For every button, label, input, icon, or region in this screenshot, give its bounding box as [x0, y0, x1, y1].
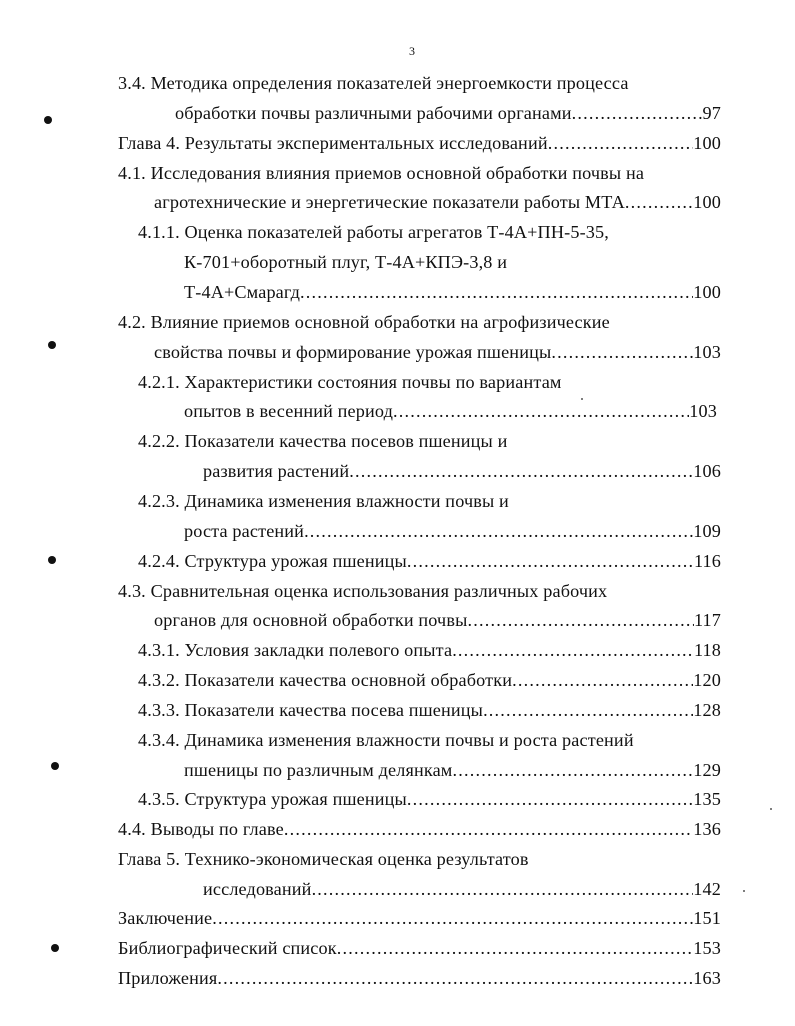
toc-entry[interactable]: органов для основной обработки почвы ..... 117 [154, 609, 721, 631]
toc-entry[interactable]: Приложения ..... 163 [118, 967, 721, 989]
binding-hole-mark [51, 944, 59, 952]
toc-line: 4.2.1. Характеристики состояния почвы по вариантам [138, 372, 562, 392]
toc-entry[interactable]: Глава 4. Результаты экспериментальных исследований ..... 100 [118, 132, 721, 154]
toc-line: 4.2. Влияние приемов основной обработки на агрофизические [118, 312, 610, 332]
toc-entry[interactable]: опытов в весенний период ..... 103 [184, 400, 717, 422]
scan-speck [743, 890, 745, 892]
toc-entry[interactable]: 4.4. Выводы по главе ..... 136 [118, 818, 721, 840]
toc-line: 4.3. Сравнительная оценка использования различных рабочих [118, 581, 608, 601]
binding-hole-mark [51, 762, 59, 770]
toc-entry[interactable]: 4.2.4. Структура урожая пшеницы ..... 116 [138, 550, 721, 572]
toc-entry[interactable]: Библиографический список ..... 153 [118, 937, 721, 959]
binding-hole-mark [48, 341, 56, 349]
toc-line: 4.1. Исследования влияния приемов основной обработки почвы на [118, 163, 645, 183]
toc-entry[interactable]: развития растений ..... 106 [203, 460, 721, 482]
toc-entry[interactable]: Заключение ..... 151 [118, 907, 721, 929]
toc-line: 3.4. Методика определения показателей энергоемкости процесса [118, 73, 629, 93]
toc-entry[interactable]: 4.3.2. Показатели качества основной обработки ..... 120 [138, 669, 721, 691]
toc-line: Глава 5. Технико-экономическая оценка результатов [118, 849, 529, 869]
toc-entry[interactable]: пшеницы по различным делянкам ..... 129 [184, 759, 721, 781]
toc-entry[interactable]: агротехнические и энергетические показатели работы МТА ..... 100 [154, 191, 721, 213]
toc-entry[interactable]: 4.3.1. Условия закладки полевого опыта ..... 118 [138, 639, 721, 661]
toc-line: 4.2.3. Динамика изменения влажности почвы и [138, 491, 509, 511]
toc-entry[interactable]: роста растений ..... 109 [184, 520, 721, 542]
scan-speck [770, 808, 772, 810]
toc-entry[interactable]: 4.3.3. Показатели качества посева пшеницы ..... 128 [138, 699, 721, 721]
toc-entry[interactable]: обработки почвы различными рабочими органами ..... 97 [175, 102, 721, 124]
toc-line: 4.3.4. Динамика изменения влажности почвы и роста растений [138, 730, 634, 750]
toc-line: 4.2.2. Показатели качества посевов пшеницы и [138, 431, 508, 451]
binding-hole-mark [44, 116, 52, 124]
toc-entry[interactable]: исследований ..... 142 [203, 878, 721, 900]
toc-entry[interactable]: свойства почвы и формирование урожая пшеницы ..... 103 [154, 341, 721, 363]
scan-speck [581, 398, 583, 400]
toc-line: К-701+оборотный плуг, Т-4А+КПЭ-3,8 и [184, 252, 508, 272]
toc-entry[interactable]: Т-4А+Смарагд ..... 100 [184, 281, 721, 303]
binding-hole-mark [48, 556, 56, 564]
toc-line: 4.1.1. Оценка показателей работы агрегатов Т-4А+ПН-5-35, [138, 222, 609, 242]
toc-entry[interactable]: 4.3.5. Структура урожая пшеницы ..... 135 [138, 788, 721, 810]
page-number: 3 [409, 44, 415, 58]
